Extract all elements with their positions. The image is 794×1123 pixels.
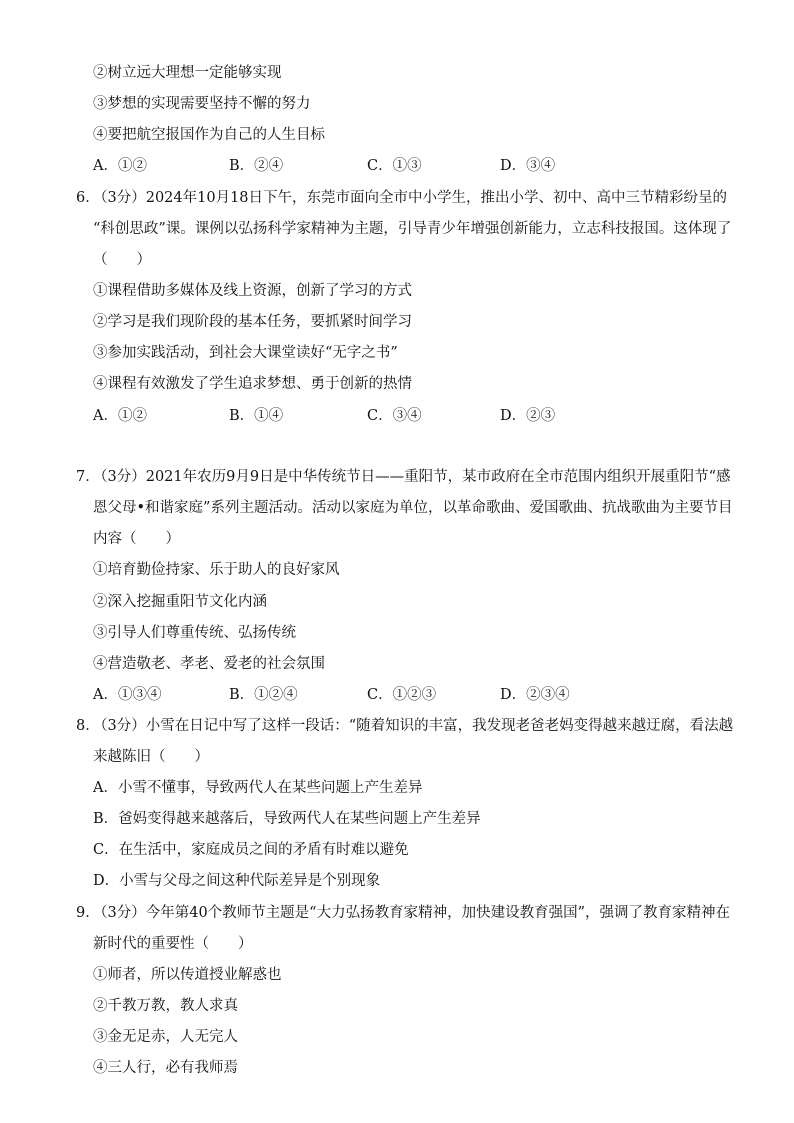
q6-stem-line-1: （3分）2024年10月18日下午，东莞市面向全市中小学生，推出小学、初中、高中三节精彩纷呈的: [93, 190, 728, 206]
q9-stem-line-2: 新时代的重要性（ ）: [93, 936, 253, 952]
q7-item-3: ③引导人们尊重传统、弘扬传统: [93, 625, 296, 641]
q7-stem-line-1: （3分）2021年农历9月9日是中华传统节日——重阳节，某市政府在全市范围内组织开展重阳节“感: [93, 469, 731, 485]
q9-stem-line-1: （3分）今年第40个教师节主题是“大力弘扬教育家精神，加快建设教育强国”，强调了教育家精神在: [93, 905, 730, 921]
q6-option-b: B．①④: [229, 408, 284, 424]
q7-item-4: ④营造敬老、孝老、爱老的社会氛围: [93, 656, 325, 672]
q7-option-d: D．②③④: [500, 687, 570, 703]
q6-stem-line-2: “科创思政”课。课例以弘扬科学家精神为主题，引导青少年增强创新能力，立志科技报国。这体现了: [93, 221, 732, 237]
q5-option-a: A．①②: [93, 158, 147, 174]
q8-option-d: D．小雪与父母之间这种代际差异是个别现象: [93, 873, 381, 889]
q7-item-2: ②深入挖掘重阳节文化内涵: [93, 594, 267, 610]
q5-item-3: ③梦想的实现需要坚持不懈的努力: [93, 96, 311, 112]
q5-item-2: ②树立远大理想一定能够实现: [93, 65, 282, 81]
q8-stem-line-1: （3分）小雪在日记中写了这样一段话：“随着知识的丰富，我发现老爸老妈变得越来越迂腐，看法越: [93, 718, 734, 734]
q6-option-c: C．③④: [367, 408, 422, 424]
q7-stem-line-3: 内容（ ）: [93, 531, 180, 547]
q9-number: 9．: [76, 905, 100, 921]
q9-item-1: ①师者，所以传道授业解惑也: [93, 967, 282, 983]
q7-stem-line-2: 恩父母•和谐家庭”系列主题活动。活动以家庭为单位，以革命歌曲、爱国歌曲、抗战歌曲为主要节目: [93, 500, 733, 516]
q6-stem-line-3: （ ）: [93, 252, 151, 268]
q6-item-4: ④课程有效激发了学生追求梦想、勇于创新的热情: [93, 376, 412, 392]
q6-item-1: ①课程借助多媒体及线上资源，创新了学习的方式: [93, 283, 412, 299]
q5-item-4: ④要把航空报国作为自己的人生目标: [93, 127, 325, 143]
q7-item-1: ①培育勤俭持家、乐于助人的良好家风: [93, 562, 340, 578]
q7-number: 7．: [76, 469, 100, 485]
q8-option-c: C．在生活中，家庭成员之间的矛盾有时难以避免: [93, 842, 409, 858]
q5-option-d: D．③④: [500, 158, 556, 174]
q7-option-c: C．①②③: [367, 687, 437, 703]
q7-option-a: A．①③④: [93, 687, 162, 703]
q6-item-3: ③参加实践活动，到社会大课堂读好“无字之书”: [93, 345, 398, 361]
q8-number: 8．: [76, 718, 100, 734]
q9-item-3: ③金无足赤，人无完人: [93, 1029, 238, 1045]
q6-item-2: ②学习是我们现阶段的基本任务，要抓紧时间学习: [93, 314, 412, 330]
q9-item-4: ④三人行，必有我师焉: [93, 1060, 238, 1076]
q5-option-c: C．①③: [367, 158, 422, 174]
q8-option-a: A．小雪不懂事，导致两代人在某些问题上产生差异: [93, 780, 423, 796]
q8-stem-line-2: 来越陈旧（ ）: [93, 749, 209, 765]
q7-option-b: B．①②④: [229, 687, 298, 703]
q9-item-2: ②千教万教，教人求真: [93, 998, 238, 1014]
q6-option-a: A．①②: [93, 408, 147, 424]
q6-option-d: D．②③: [500, 408, 556, 424]
q6-number: 6．: [76, 190, 100, 206]
q5-option-b: B．②④: [229, 158, 284, 174]
q8-option-b: B．爸妈变得越来越落后，导致两代人在某些问题上产生差异: [93, 811, 481, 827]
